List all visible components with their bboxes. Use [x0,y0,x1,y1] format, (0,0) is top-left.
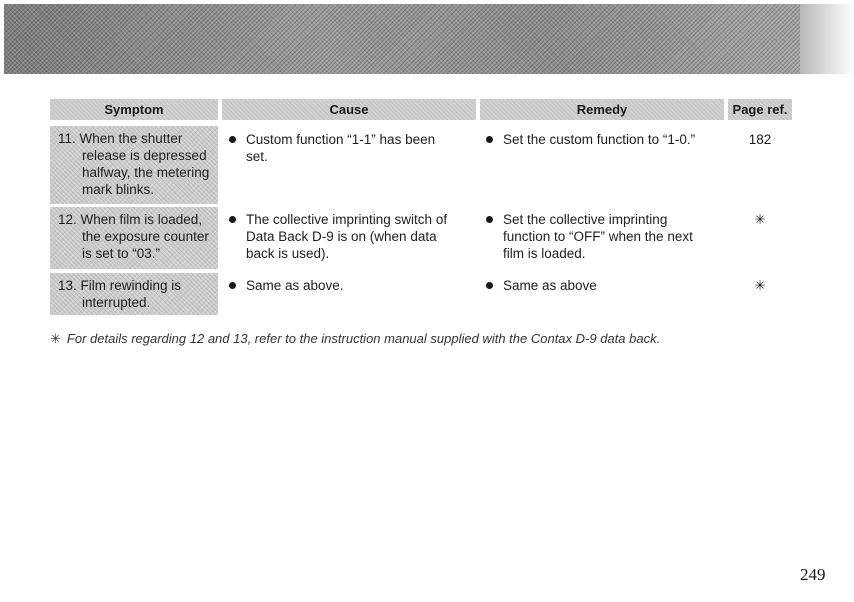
symptom-line: interrupted. [82,295,151,310]
footnote [50,331,660,347]
header-remedy: Remedy [480,99,724,120]
symptom-line: 12. When film is loaded, [58,212,203,227]
bullet-icon [229,282,236,289]
symptom-line: release is depressed [82,148,207,163]
symptom-cell [50,273,218,315]
cause-line: back is used). [246,246,330,261]
remedy-line: Set the collective imprinting [503,212,668,227]
table-header [0,99,854,120]
remedy-line: function to “OFF” when the next [503,229,693,244]
header-banner-edge [800,4,854,74]
header-symptom: Symptom [50,99,218,120]
cause-line: Same as above. [246,278,344,293]
remedy-cell [503,131,695,148]
page-ref-cell: ✳ [754,278,766,293]
remedy-line: Set the custom function to “1-0.” [503,132,696,147]
symptom-line: mark blinks. [82,182,155,197]
page-number: 249 [800,565,826,584]
symptom-line: the exposure counter [82,229,209,244]
symptom-cell [50,126,218,204]
symptom-cell [50,207,218,269]
remedy-cell [503,277,597,294]
header-cause: Cause [222,99,476,120]
bullet-icon [486,216,493,223]
bullet-icon [229,136,236,143]
header-banner [4,4,800,74]
symptom-line: 13. Film rewinding is [58,278,182,293]
symptom-line: is set to “03.” [82,246,161,261]
bullet-icon [229,216,236,223]
remedy-cell [503,211,693,262]
page-ref-cell: 182 [748,132,772,147]
cause-cell [246,277,344,294]
bullet-icon [486,282,493,289]
bullet-icon [486,136,493,143]
remedy-line: Same as above [503,278,597,293]
cause-line: Custom function “1-1” has been [246,132,436,147]
cause-line: Data Back D-9 is on (when data [246,229,437,244]
header-page-ref: Page ref. [728,99,792,120]
remedy-line: film is loaded. [503,246,586,261]
symptom-line: halfway, the metering [82,165,210,180]
page-ref-cell: ✳ [754,212,766,227]
cause-cell [246,131,435,165]
cause-cell [246,211,447,262]
footnote-text: For details regarding 12 and 13, refer to the instruction manual supplied with the Contax D-9 data back. [66,331,661,346]
cause-line: The collective imprinting switch of [246,212,448,227]
footnote-mark: ✳ [50,331,61,346]
symptom-line: 11. When the shutter [58,131,183,146]
cause-line: set. [246,149,268,164]
